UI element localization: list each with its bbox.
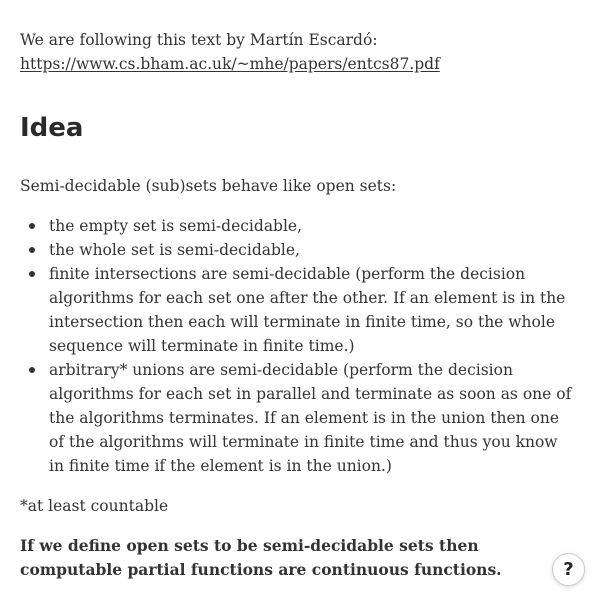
intro-text: We are following this text by Martín Escardó: <box>20 31 378 49</box>
properties-list <box>20 214 576 478</box>
bullet-icon <box>29 223 35 229</box>
list-item-text: finite intersections are semi-decidable (perform the decision algorithms for each set one after the other. If an element is in the intersection then each will terminate in finite time, so the whole sequence will terminate in finite time.) <box>49 265 566 355</box>
document-content <box>20 28 576 582</box>
bullet-icon <box>29 367 35 373</box>
conclusion-paragraph: If we define open sets to be semi-decidable sets then computable partial functions are continuous functions. <box>20 536 502 579</box>
paper-link[interactable]: https://www.cs.bham.ac.uk/~mhe/papers/entcs87.pdf <box>20 55 440 73</box>
list-item-text: the whole set is semi-decidable, <box>49 241 300 259</box>
intro-paragraph <box>20 28 576 76</box>
lead-paragraph: Semi-decidable (sub)sets behave like open sets: <box>20 177 397 195</box>
list-item <box>49 214 576 238</box>
list-item-text: the empty set is semi-decidable, <box>49 217 303 235</box>
footnote: *at least countable <box>20 497 169 515</box>
section-heading: Idea <box>20 113 84 143</box>
list-item-text: arbitrary* unions are semi-decidable (perform the decision algorithms for each set in parallel and terminate as soon as one of the algorithms terminates. If an element is in the union then one of the algorithms will terminate in finite time and thus you know in finite time if the element is in the union.) <box>49 361 572 475</box>
bullet-icon <box>29 247 35 253</box>
list-item <box>49 358 576 478</box>
list-item <box>49 262 576 358</box>
list-item <box>49 238 576 262</box>
help-button[interactable] <box>552 553 585 586</box>
question-mark-icon: ? <box>563 558 574 580</box>
bullet-icon <box>29 271 35 277</box>
